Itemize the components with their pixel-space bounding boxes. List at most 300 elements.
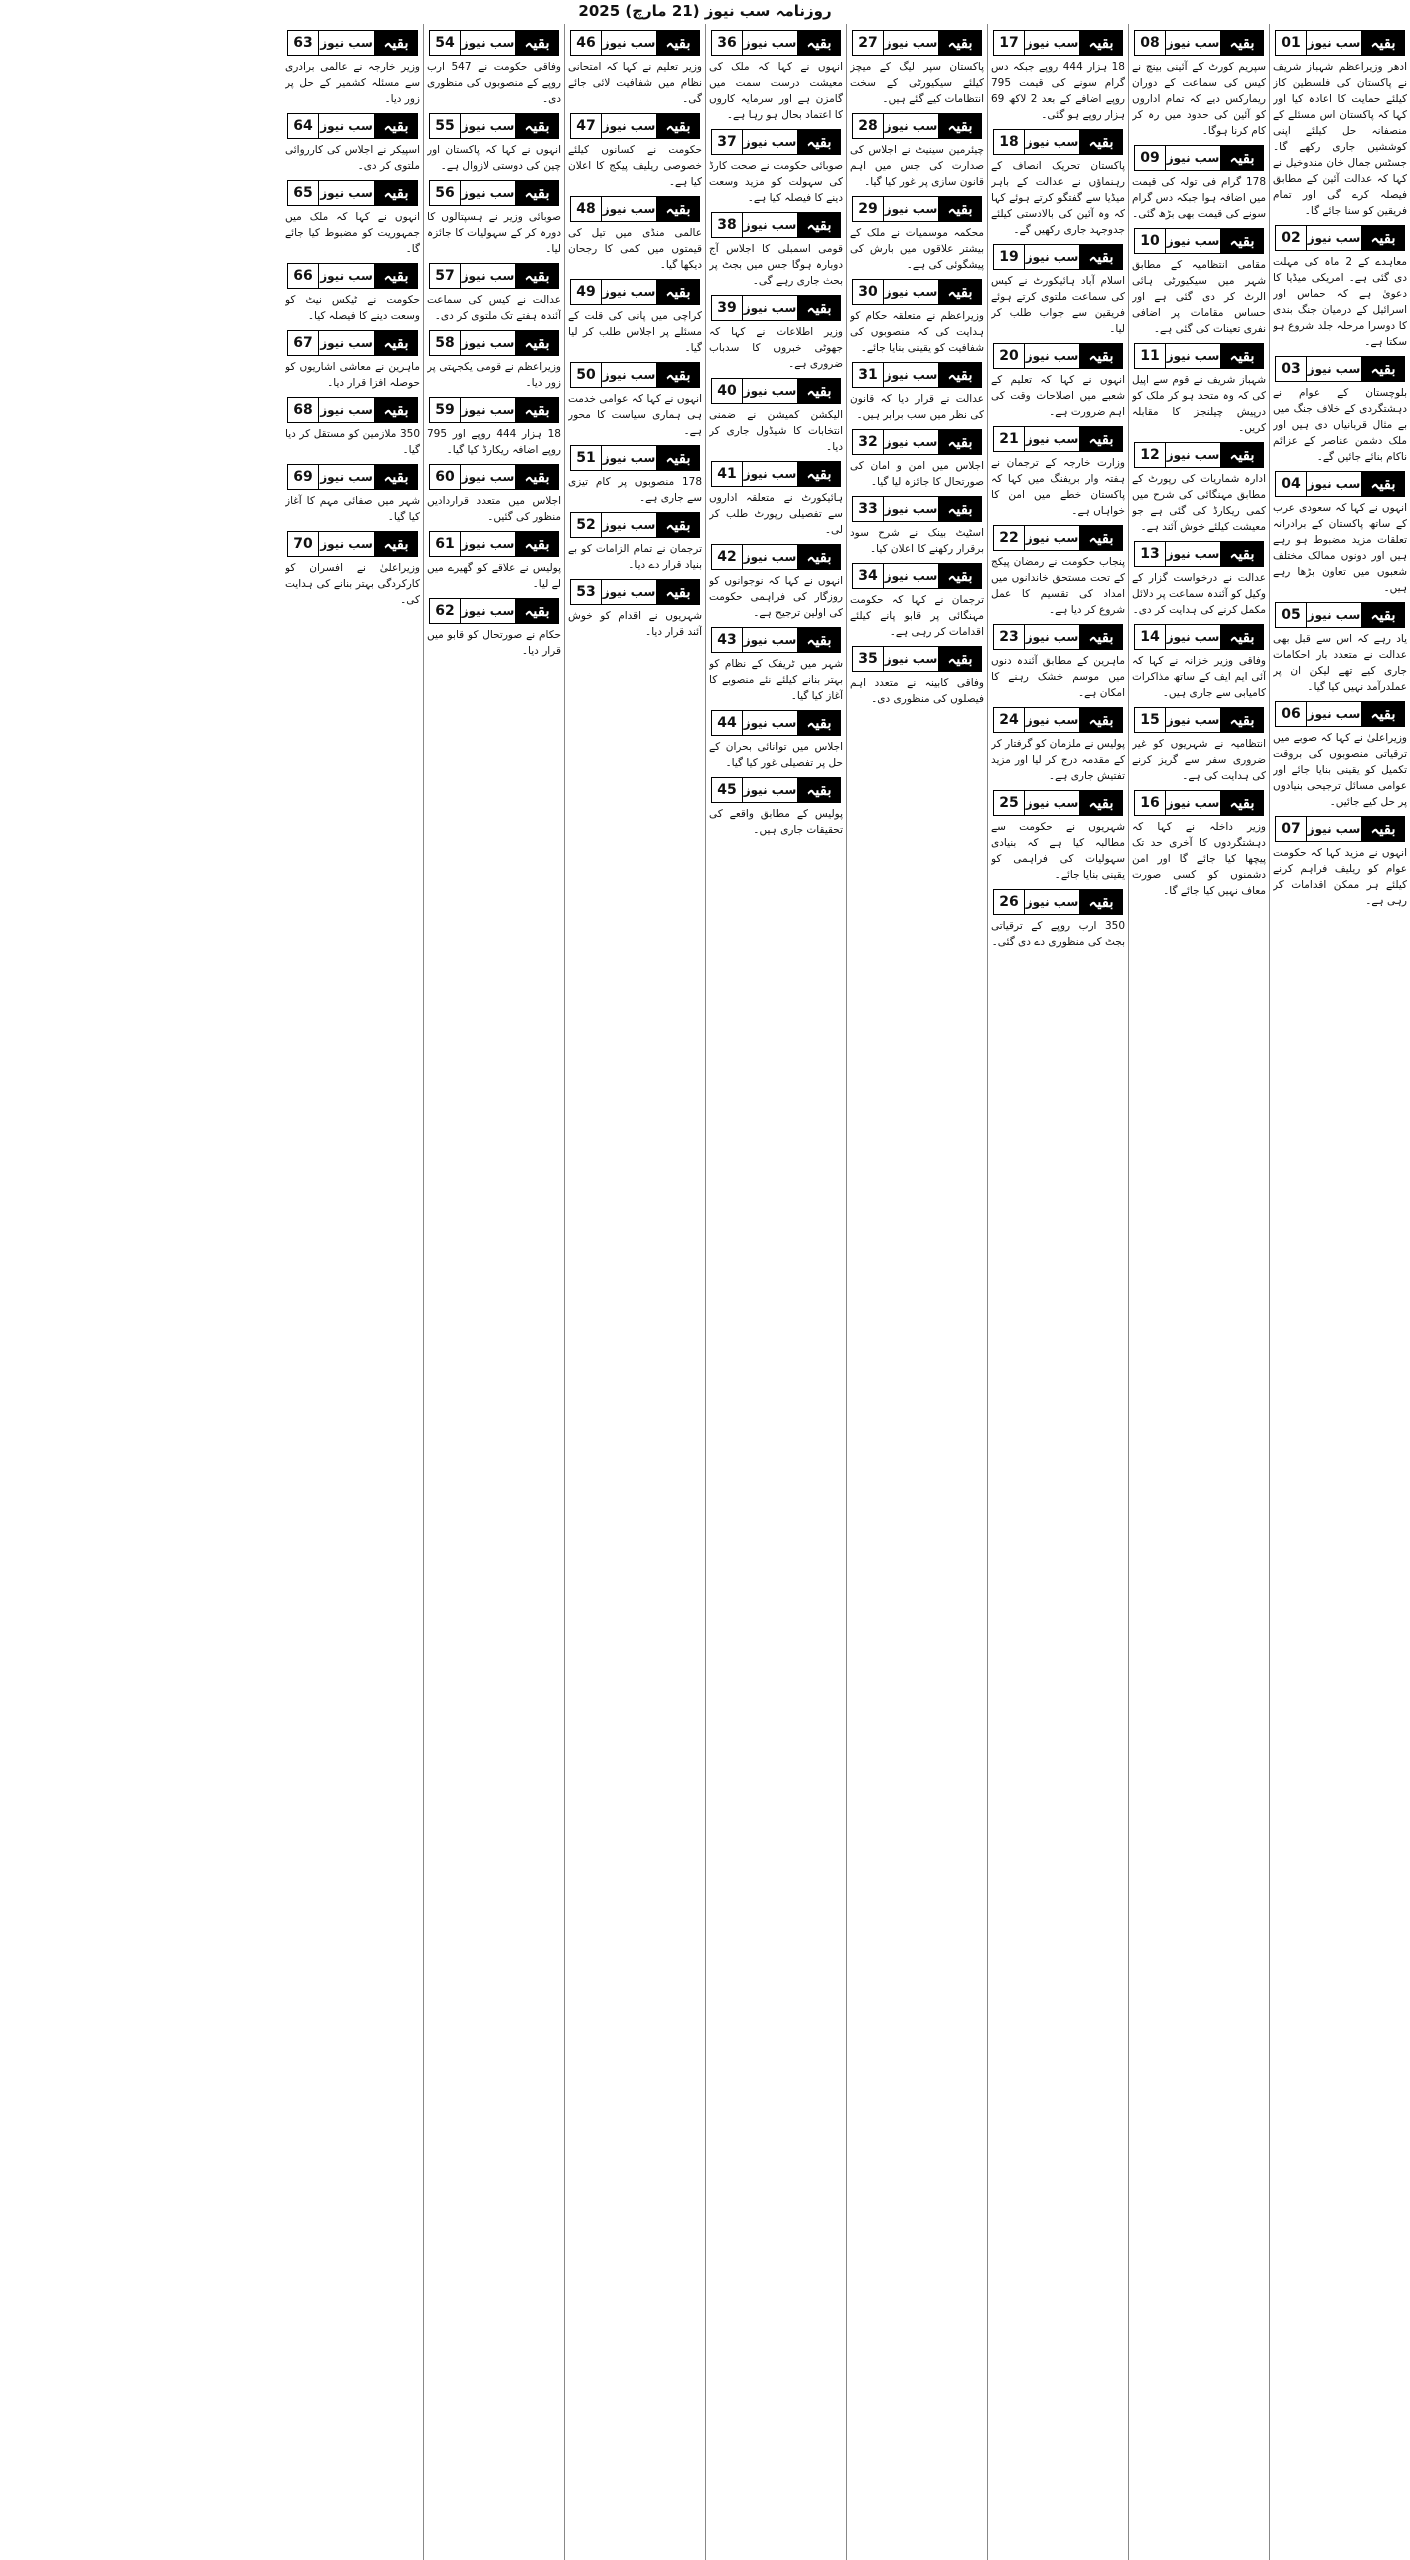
page-header <box>0 0 1410 24</box>
continuation-text: انہوں نے کہا کہ تعلیم کے شعبے میں اصلاحات وقت کی اہم ضرورت ہے۔ <box>991 374 1125 418</box>
baqia-number: 53 <box>576 584 596 600</box>
baqia-block <box>991 129 1125 238</box>
continuation-text: ترجمان نے تمام الزامات کو بے بنیاد قرار دے دیا۔ <box>568 543 702 571</box>
sabnews-label: سب نیوز <box>1306 226 1362 250</box>
baqia-number: 66 <box>293 268 313 284</box>
baqia-block <box>427 531 561 592</box>
continuation-text: چیئرمین سینیٹ نے اجلاس کی صدارت کی جس میں اہم قانون سازی پر غور کیا گیا۔ <box>850 144 984 188</box>
sabnews-label: سب نیوز <box>1165 791 1221 815</box>
continuation-text: عدالت نے کیس کی سماعت آئندہ ہفتے تک ملتوی کر دی۔ <box>427 294 561 322</box>
baqia-number: 27 <box>858 35 878 51</box>
baqia-block <box>991 426 1125 519</box>
baqia-badge <box>993 889 1123 915</box>
baqia-label: بقیہ <box>375 31 417 55</box>
sabnews-label: سب نیوز <box>742 31 798 55</box>
continuation-text: شہریوں نے حکومت سے مطالبہ کیا ہے کہ بنیادی سہولیات کی فراہمی کو یقینی بنایا جائے۔ <box>991 821 1125 881</box>
baqia-block <box>427 263 561 324</box>
baqia-number: 14 <box>1140 629 1160 645</box>
baqia-block <box>427 30 561 107</box>
sabnews-label: سب نیوز <box>601 197 657 221</box>
baqia-label: بقیہ <box>798 31 840 55</box>
baqia-number: 09 <box>1140 150 1160 166</box>
baqia-block <box>709 627 843 704</box>
sabnews-label: سب نیوز <box>742 778 798 802</box>
continuation-text: ماہرین نے معاشی اشاریوں کو حوصلہ افزا قرار دیا۔ <box>285 361 420 389</box>
baqia-badge <box>287 180 418 206</box>
baqia-number: 64 <box>293 118 313 134</box>
baqia-badge <box>429 330 559 356</box>
baqia-badge <box>993 525 1123 551</box>
baqia-label: بقیہ <box>1221 344 1263 368</box>
baqia-number: 48 <box>576 201 596 217</box>
baqia-badge <box>429 30 559 56</box>
baqia-number: 15 <box>1140 712 1160 728</box>
continuation-text: وزیراعظم نے قومی یکجہتی پر زور دیا۔ <box>427 361 561 389</box>
baqia-badge <box>1275 816 1405 842</box>
baqia-label: بقیہ <box>657 114 699 138</box>
baqia-label: بقیہ <box>516 331 558 355</box>
baqia-badge <box>852 496 982 522</box>
continuation-text: کراچی میں پانی کی قلت کے مسئلے پر اجلاس طلب کر لیا گیا۔ <box>568 310 702 354</box>
sabnews-label: سب نیوز <box>1024 526 1080 550</box>
baqia-label: بقیہ <box>516 181 558 205</box>
continuation-text: ادارہ شماریات کی رپورٹ کے مطابق مہنگائی کی شرح میں کمی ریکارڈ کی گئی ہے جو معیشت کیلئے خوش آئند ہے۔ <box>1132 473 1266 533</box>
sabnews-label: سب نیوز <box>601 513 657 537</box>
baqia-number: 38 <box>717 217 737 233</box>
baqia-label: بقیہ <box>375 532 417 556</box>
baqia-block <box>850 113 984 190</box>
baqia-label: بقیہ <box>1362 817 1404 841</box>
baqia-block <box>850 496 984 557</box>
baqia-number: 21 <box>999 431 1019 447</box>
baqia-label: بقیہ <box>1362 603 1404 627</box>
sabnews-label: سب نیوز <box>318 532 375 556</box>
sabnews-label: سب نیوز <box>460 465 516 489</box>
baqia-number: 67 <box>293 335 313 351</box>
column <box>987 24 1128 2560</box>
baqia-label: بقیہ <box>1362 702 1404 726</box>
baqia-label: بقیہ <box>798 545 840 569</box>
sabnews-label: سب نیوز <box>883 31 939 55</box>
baqia-label: بقیہ <box>798 296 840 320</box>
baqia-block <box>1132 442 1266 535</box>
continuation-text: وزیر اطلاعات نے کہا کہ جھوٹی خبروں کا سدباب ضروری ہے۔ <box>709 326 843 370</box>
baqia-label: بقیہ <box>1080 245 1122 269</box>
baqia-block <box>1132 343 1266 436</box>
baqia-number: 65 <box>293 185 313 201</box>
baqia-label: بقیہ <box>1080 791 1122 815</box>
continuation-text: پولیس نے ملزمان کو گرفتار کر کے مقدمہ درج کر لیا اور مزید تفتیش جاری ہے۔ <box>991 738 1125 782</box>
continuation-text: وزیر داخلہ نے کہا کہ دہشتگردوں کا آخری حد تک پیچھا کیا جائے گا اور امن دشمنوں کو کسی صورت معاف نہیں کیا جائے گا۔ <box>1132 821 1266 897</box>
baqia-block <box>991 525 1125 618</box>
continuation-text: وفاقی حکومت نے 547 ارب روپے کے منصوبوں کی منظوری دی۔ <box>427 61 561 105</box>
baqia-number: 34 <box>858 568 878 584</box>
continuation-text: پاکستان سپر لیگ کے میچز کیلئے سیکیورٹی کے سخت انتظامات کیے گئے ہیں۔ <box>850 61 984 105</box>
continuation-text: 178 منصوبوں پر کام تیزی سے جاری ہے۔ <box>568 476 702 504</box>
sabnews-label: سب نیوز <box>601 280 657 304</box>
baqia-block <box>709 777 843 838</box>
baqia-label: بقیہ <box>657 446 699 470</box>
sabnews-label: سب نیوز <box>883 363 939 387</box>
baqia-label: بقیہ <box>798 778 840 802</box>
baqia-block <box>850 563 984 640</box>
sabnews-label: سب نیوز <box>1306 31 1362 55</box>
continuation-text: عدالت نے درخواست گزار کے وکیل کو آئندہ سماعت پر دلائل مکمل کرنے کی ہدایت کر دی۔ <box>1132 572 1266 616</box>
sabnews-label: سب نیوز <box>742 379 798 403</box>
baqia-number: 56 <box>435 185 455 201</box>
continuation-text: حکام نے صورتحال کو قابو میں قرار دیا۔ <box>427 629 561 657</box>
continuation-text: وزیراعلیٰ نے افسران کو کارکردگی بہتر بنانے کی ہدایت کی۔ <box>285 562 420 606</box>
sabnews-label: سب نیوز <box>742 545 798 569</box>
sabnews-label: سب نیوز <box>318 114 375 138</box>
baqia-badge <box>711 295 841 321</box>
baqia-number: 08 <box>1140 35 1160 51</box>
baqia-block <box>568 279 702 356</box>
baqia-label: بقیہ <box>1221 542 1263 566</box>
baqia-number: 37 <box>717 134 737 150</box>
baqia-label: بقیہ <box>1362 357 1404 381</box>
continuation-text: ترجمان نے کہا کہ حکومت مہنگائی پر قابو پانے کیلئے اقدامات کر رہی ہے۔ <box>850 594 984 638</box>
baqia-block <box>1132 790 1266 899</box>
baqia-badge <box>852 563 982 589</box>
baqia-label: بقیہ <box>516 264 558 288</box>
sabnews-label: سب نیوز <box>318 331 375 355</box>
baqia-number: 39 <box>717 300 737 316</box>
baqia-block <box>991 624 1125 701</box>
baqia-block <box>568 445 702 506</box>
sabnews-label: سب نیوز <box>1306 702 1362 726</box>
baqia-number: 46 <box>576 35 596 51</box>
baqia-badge <box>287 531 418 557</box>
continuation-text: انہوں نے کہا کہ عوامی خدمت ہی ہماری سیاست کا محور ہے۔ <box>568 393 702 437</box>
column <box>1269 24 1410 2560</box>
continuation-text: اسلام آباد ہائیکورٹ نے کیس کی سماعت ملتوی کرتے ہوئے فریقین سے جواب طلب کر لیا۔ <box>991 275 1125 335</box>
sabnews-label: سب نیوز <box>318 398 375 422</box>
continuation-text: ماہرین کے مطابق آئندہ دنوں میں موسم خشک رہنے کا امکان ہے۔ <box>991 655 1125 699</box>
baqia-number: 68 <box>293 402 313 418</box>
baqia-block <box>709 30 843 123</box>
continuation-text: وزیراعلیٰ نے کہا کہ صوبے میں ترقیاتی منصوبوں کی بروقت تکمیل کو یقینی بنایا جائے اور عوامی مسائل ترجیحی بنیادوں پر حل کیے جائیں۔ <box>1273 732 1407 808</box>
baqia-label: بقیہ <box>1080 526 1122 550</box>
baqia-badge <box>993 129 1123 155</box>
baqia-block <box>991 30 1125 123</box>
baqia-badge <box>570 512 700 538</box>
sabnews-label: سب نیوز <box>1024 427 1080 451</box>
baqia-number: 35 <box>858 651 878 667</box>
baqia-badge <box>429 531 559 557</box>
baqia-number: 03 <box>1281 361 1301 377</box>
baqia-label: بقیہ <box>657 580 699 604</box>
baqia-block <box>568 512 702 573</box>
baqia-badge <box>711 378 841 404</box>
baqia-label: بقیہ <box>375 465 417 489</box>
baqia-label: بقیہ <box>939 280 981 304</box>
baqia-badge <box>570 362 700 388</box>
baqia-number: 49 <box>576 284 596 300</box>
baqia-number: 02 <box>1281 230 1301 246</box>
baqia-badge <box>287 397 418 423</box>
baqia-badge <box>993 426 1123 452</box>
baqia-block <box>1273 356 1407 465</box>
continuation-text: 178 گرام فی تولہ کی قیمت میں اضافہ ہوا جبکہ دس گرام سونے کی قیمت بھی بڑھ گئی۔ <box>1132 176 1266 220</box>
column <box>423 24 564 2560</box>
baqia-block <box>568 30 702 107</box>
baqia-badge <box>570 196 700 222</box>
continuation-text: وزیر تعلیم نے کہا کہ امتحانی نظام میں شفافیت لائی جائے گی۔ <box>568 61 702 105</box>
baqia-label: بقیہ <box>1221 791 1263 815</box>
baqia-badge <box>570 445 700 471</box>
continuation-text: انتظامیہ نے شہریوں کو غیر ضروری سفر سے گریز کرنے کی ہدایت کی ہے۔ <box>1132 738 1266 782</box>
baqia-number: 19 <box>999 249 1019 265</box>
baqia-block <box>427 330 561 391</box>
continuation-text: انہوں نے مزید کہا کہ حکومت عوام کو ریلیف فراہم کرنے کیلئے ہر ممکن اقدامات کر رہی ہے۔ <box>1273 847 1407 907</box>
baqia-block <box>850 30 984 107</box>
continuation-text: سپریم کورٹ کے آئینی بینچ نے کیس کی سماعت کے دوران ریمارکس دیے کہ تمام اداروں کو آئین کی حدود میں رہ کر کام کرنا ہوگا۔ <box>1132 61 1266 137</box>
baqia-block <box>709 710 843 771</box>
column <box>846 24 987 2560</box>
baqia-label: بقیہ <box>657 513 699 537</box>
baqia-block <box>285 180 420 257</box>
sabnews-label: سب نیوز <box>460 599 516 623</box>
sabnews-label: سب نیوز <box>883 280 939 304</box>
sabnews-label: سب نیوز <box>460 181 516 205</box>
baqia-number: 61 <box>435 536 455 552</box>
baqia-block <box>1273 471 1407 596</box>
baqia-badge <box>1134 343 1264 369</box>
continuation-text: 350 ارب روپے کے ترقیاتی بجٹ کی منظوری دے دی گئی۔ <box>991 920 1125 948</box>
continuation-text: وزیر خارجہ نے عالمی برادری سے مسئلہ کشمیر کے حل پر زور دیا۔ <box>285 61 420 105</box>
baqia-badge <box>1134 624 1264 650</box>
baqia-number: 33 <box>858 501 878 517</box>
continuation-text: صوبائی وزیر نے ہسپتالوں کا دورہ کر کے سہولیات کا جائزہ لیا۔ <box>427 211 561 255</box>
continuation-text: صوبائی حکومت نے صحت کارڈ کی سہولت کو مزید وسعت دینے کا فیصلہ کیا ہے۔ <box>709 160 843 204</box>
sabnews-label: سب نیوز <box>1024 130 1080 154</box>
baqia-number: 20 <box>999 348 1019 364</box>
sabnews-label: سب نیوز <box>742 296 798 320</box>
baqia-label: بقیہ <box>516 465 558 489</box>
continuation-text: پولیس نے علاقے کو گھیرے میں لے لیا۔ <box>427 562 561 590</box>
baqia-number: 44 <box>717 715 737 731</box>
baqia-badge <box>287 263 418 289</box>
baqia-label: بقیہ <box>939 363 981 387</box>
baqia-block <box>1273 701 1407 810</box>
continuation-text: یاد رہے کہ اس سے قبل بھی عدالت نے متعدد بار احکامات جاری کیے تھے لیکن ان پر عملدرآمد نہیں کیا گیا۔ <box>1273 633 1407 693</box>
sabnews-label: سب نیوز <box>1306 817 1362 841</box>
baqia-badge <box>1134 145 1264 171</box>
baqia-badge <box>711 627 841 653</box>
sabnews-label: سب نیوز <box>601 446 657 470</box>
baqia-number: 22 <box>999 530 1019 546</box>
baqia-badge <box>1275 225 1405 251</box>
baqia-label: بقیہ <box>939 564 981 588</box>
continuation-text: انہوں نے کہا کہ ملک کی معیشت درست سمت میں گامزن ہے اور سرمایہ کاروں کا اعتماد بحال ہو رہا ہے۔ <box>709 61 843 121</box>
baqia-label: بقیہ <box>1221 443 1263 467</box>
continuation-text: عدالت نے قرار دیا کہ قانون کی نظر میں سب برابر ہیں۔ <box>850 393 984 421</box>
sabnews-label: سب نیوز <box>742 130 798 154</box>
baqia-block <box>709 544 843 621</box>
continuation-text: شہر میں ٹریفک کے نظام کو بہتر بنانے کیلئے نئے منصوبے کا آغاز کیا گیا۔ <box>709 658 843 702</box>
baqia-label: بقیہ <box>939 197 981 221</box>
baqia-block <box>1273 602 1407 695</box>
baqia-label: بقیہ <box>657 31 699 55</box>
continuation-text: بلوچستان کے عوام نے دہشتگردی کے خلاف جنگ میں بے مثال قربانیاں دی ہیں اور ملک دشمن عناصر کے عزائم ناکام بنائے جائیں گے۔ <box>1273 387 1407 463</box>
baqia-number: 59 <box>435 402 455 418</box>
sabnews-label: سب نیوز <box>1024 344 1080 368</box>
baqia-label: بقیہ <box>1080 344 1122 368</box>
baqia-badge <box>711 777 841 803</box>
baqia-label: بقیہ <box>939 647 981 671</box>
baqia-block <box>1273 816 1407 909</box>
baqia-badge <box>1275 471 1405 497</box>
baqia-number: 36 <box>717 35 737 51</box>
baqia-badge <box>711 212 841 238</box>
baqia-block <box>427 397 561 458</box>
baqia-number: 69 <box>293 469 313 485</box>
continuation-text: انہوں نے کہا کہ سعودی عرب کے ساتھ پاکستان کے برادرانہ تعلقات مزید مضبوط ہو رہے ہیں اور دونوں ممالک مختلف شعبوں میں تعاون بڑھا رہے ہیں۔ <box>1273 502 1407 594</box>
sabnews-label: سب نیوز <box>1165 542 1221 566</box>
baqia-block <box>427 464 561 525</box>
baqia-block <box>285 330 420 391</box>
baqia-badge <box>570 113 700 139</box>
baqia-block <box>427 180 561 257</box>
baqia-block <box>1273 225 1407 350</box>
baqia-block <box>1273 30 1407 219</box>
sabnews-label: سب نیوز <box>318 264 375 288</box>
baqia-number: 55 <box>435 118 455 134</box>
baqia-badge <box>429 598 559 624</box>
baqia-number: 57 <box>435 268 455 284</box>
sabnews-label: سب نیوز <box>601 114 657 138</box>
sabnews-label: سب نیوز <box>601 580 657 604</box>
sabnews-label: سب نیوز <box>1024 625 1080 649</box>
baqia-badge <box>993 343 1123 369</box>
baqia-label: بقیہ <box>1221 31 1263 55</box>
baqia-label: بقیہ <box>1221 229 1263 253</box>
baqia-badge <box>1275 701 1405 727</box>
baqia-block <box>709 461 843 538</box>
baqia-badge <box>711 544 841 570</box>
sabnews-label: سب نیوز <box>601 31 657 55</box>
baqia-label: بقیہ <box>1080 708 1122 732</box>
baqia-number: 25 <box>999 795 1019 811</box>
baqia-number: 01 <box>1281 35 1301 51</box>
continuation-text: پاکستان تحریک انصاف کے رہنماؤں نے عدالت کے باہر میڈیا سے گفتگو کرتے ہوئے کہا کہ وہ آئین کی بالادستی کیلئے جدوجہد جاری رکھیں گے۔ <box>991 160 1125 236</box>
baqia-block <box>568 362 702 439</box>
baqia-block <box>850 279 984 356</box>
continuation-text: انہوں نے کہا کہ ملک میں جمہوریت کو مضبوط کیا جائے گا۔ <box>285 211 420 255</box>
continuation-text: اسپیکر نے اجلاس کی کارروائی ملتوی کر دی۔ <box>285 144 420 172</box>
sabnews-label: سب نیوز <box>1165 344 1221 368</box>
continuation-text: وفاقی وزیر خزانہ نے کہا کہ آئی ایم ایف کے ساتھ مذاکرات کامیابی سے جاری ہیں۔ <box>1132 655 1266 699</box>
continuation-text: 18 ہزار 444 روپے جبکہ دس گرام سونے کی قیمت 795 روپے اضافے کے بعد 2 لاکھ 69 ہزار روپے ہو گئی۔ <box>991 61 1125 121</box>
newspaper-title: روزنامہ سب نیوز (21 مارچ) 2025 <box>578 2 832 20</box>
baqia-label: بقیہ <box>939 497 981 521</box>
continuation-text: حکومت نے کسانوں کیلئے خصوصی ریلیف پیکج کا اعلان کیا ہے۔ <box>568 144 702 188</box>
continuation-text: شہریوں نے اقدام کو خوش آئند قرار دیا۔ <box>568 610 702 638</box>
baqia-label: بقیہ <box>1080 31 1122 55</box>
baqia-badge <box>852 196 982 222</box>
baqia-number: 24 <box>999 712 1019 728</box>
continuation-text: معاہدے کے 2 ماہ کی مہلت دی گئی ہے۔ امریکی میڈیا کا دعویٰ ہے کہ حماس اور اسرائیل کے درمیان جنگ بندی کا دوسرا مرحلہ جلد شروع ہو سکتا ہے۔ <box>1273 256 1407 348</box>
baqia-label: بقیہ <box>798 711 840 735</box>
sabnews-label: سب نیوز <box>1024 791 1080 815</box>
baqia-number: 63 <box>293 35 313 51</box>
baqia-badge <box>429 464 559 490</box>
baqia-badge <box>287 330 418 356</box>
column <box>282 24 423 2560</box>
baqia-label: بقیہ <box>375 114 417 138</box>
sabnews-label: سب نیوز <box>1024 890 1080 914</box>
baqia-number: 30 <box>858 284 878 300</box>
baqia-label: بقیہ <box>1221 708 1263 732</box>
baqia-badge <box>1275 602 1405 628</box>
baqia-badge <box>711 710 841 736</box>
baqia-label: بقیہ <box>1080 427 1122 451</box>
sabnews-label: سب نیوز <box>742 628 798 652</box>
baqia-badge <box>852 279 982 305</box>
sabnews-label: سب نیوز <box>1306 603 1362 627</box>
baqia-number: 52 <box>576 517 596 533</box>
continuation-text: حکومت نے ٹیکس نیٹ کو وسعت دینے کا فیصلہ کیا۔ <box>285 294 420 322</box>
baqia-block <box>285 464 420 525</box>
baqia-number: 13 <box>1140 546 1160 562</box>
continuation-text: شہباز شریف نے قوم سے اپیل کی کہ وہ متحد ہو کر ملک کو درپیش چیلنجز کا مقابلہ کریں۔ <box>1132 374 1266 434</box>
continuation-text: پولیس کے مطابق واقعے کی تحقیقات جاری ہیں۔ <box>709 808 843 836</box>
baqia-block <box>568 113 702 190</box>
baqia-number: 06 <box>1281 706 1301 722</box>
sabnews-label: سب نیوز <box>1306 357 1362 381</box>
sabnews-label: سب نیوز <box>742 462 798 486</box>
sabnews-label: سب نیوز <box>1306 472 1362 496</box>
continuation-text: الیکشن کمیشن نے ضمنی انتخابات کا شیڈول جاری کر دیا۔ <box>709 409 843 453</box>
baqia-block <box>991 343 1125 420</box>
sabnews-label: سب نیوز <box>460 31 516 55</box>
sabnews-label: سب نیوز <box>883 647 939 671</box>
sabnews-label: سب نیوز <box>883 497 939 521</box>
sabnews-label: سب نیوز <box>460 331 516 355</box>
baqia-label: بقیہ <box>798 213 840 237</box>
baqia-number: 12 <box>1140 447 1160 463</box>
baqia-label: بقیہ <box>516 532 558 556</box>
baqia-block <box>991 707 1125 784</box>
baqia-badge <box>993 624 1123 650</box>
baqia-number: 16 <box>1140 795 1160 811</box>
baqia-label: بقیہ <box>939 430 981 454</box>
baqia-number: 07 <box>1281 821 1301 837</box>
column <box>1128 24 1269 2560</box>
baqia-label: بقیہ <box>1080 890 1122 914</box>
baqia-badge <box>1134 541 1264 567</box>
baqia-badge <box>1134 707 1264 733</box>
baqia-block <box>709 129 843 206</box>
baqia-number: 04 <box>1281 476 1301 492</box>
sabnews-label: سب نیوز <box>1165 625 1221 649</box>
continuation-text: 18 ہزار 444 روپے اور 795 روپے اضافہ ریکارڈ کیا گیا۔ <box>427 428 561 456</box>
sabnews-label: سب نیوز <box>883 197 939 221</box>
baqia-badge <box>1275 30 1405 56</box>
continuation-text: پنجاب حکومت نے رمضان پیکج کے تحت مستحق خاندانوں میں امداد کی تقسیم کا عمل شروع کر دیا ہے۔ <box>991 556 1125 616</box>
baqia-number: 29 <box>858 201 878 217</box>
sabnews-label: سب نیوز <box>460 114 516 138</box>
baqia-block <box>427 598 561 659</box>
baqia-block <box>285 397 420 458</box>
baqia-block <box>991 889 1125 950</box>
baqia-block <box>850 362 984 423</box>
baqia-block <box>850 646 984 707</box>
baqia-label: بقیہ <box>939 114 981 138</box>
baqia-badge <box>852 646 982 672</box>
baqia-label: بقیہ <box>939 31 981 55</box>
